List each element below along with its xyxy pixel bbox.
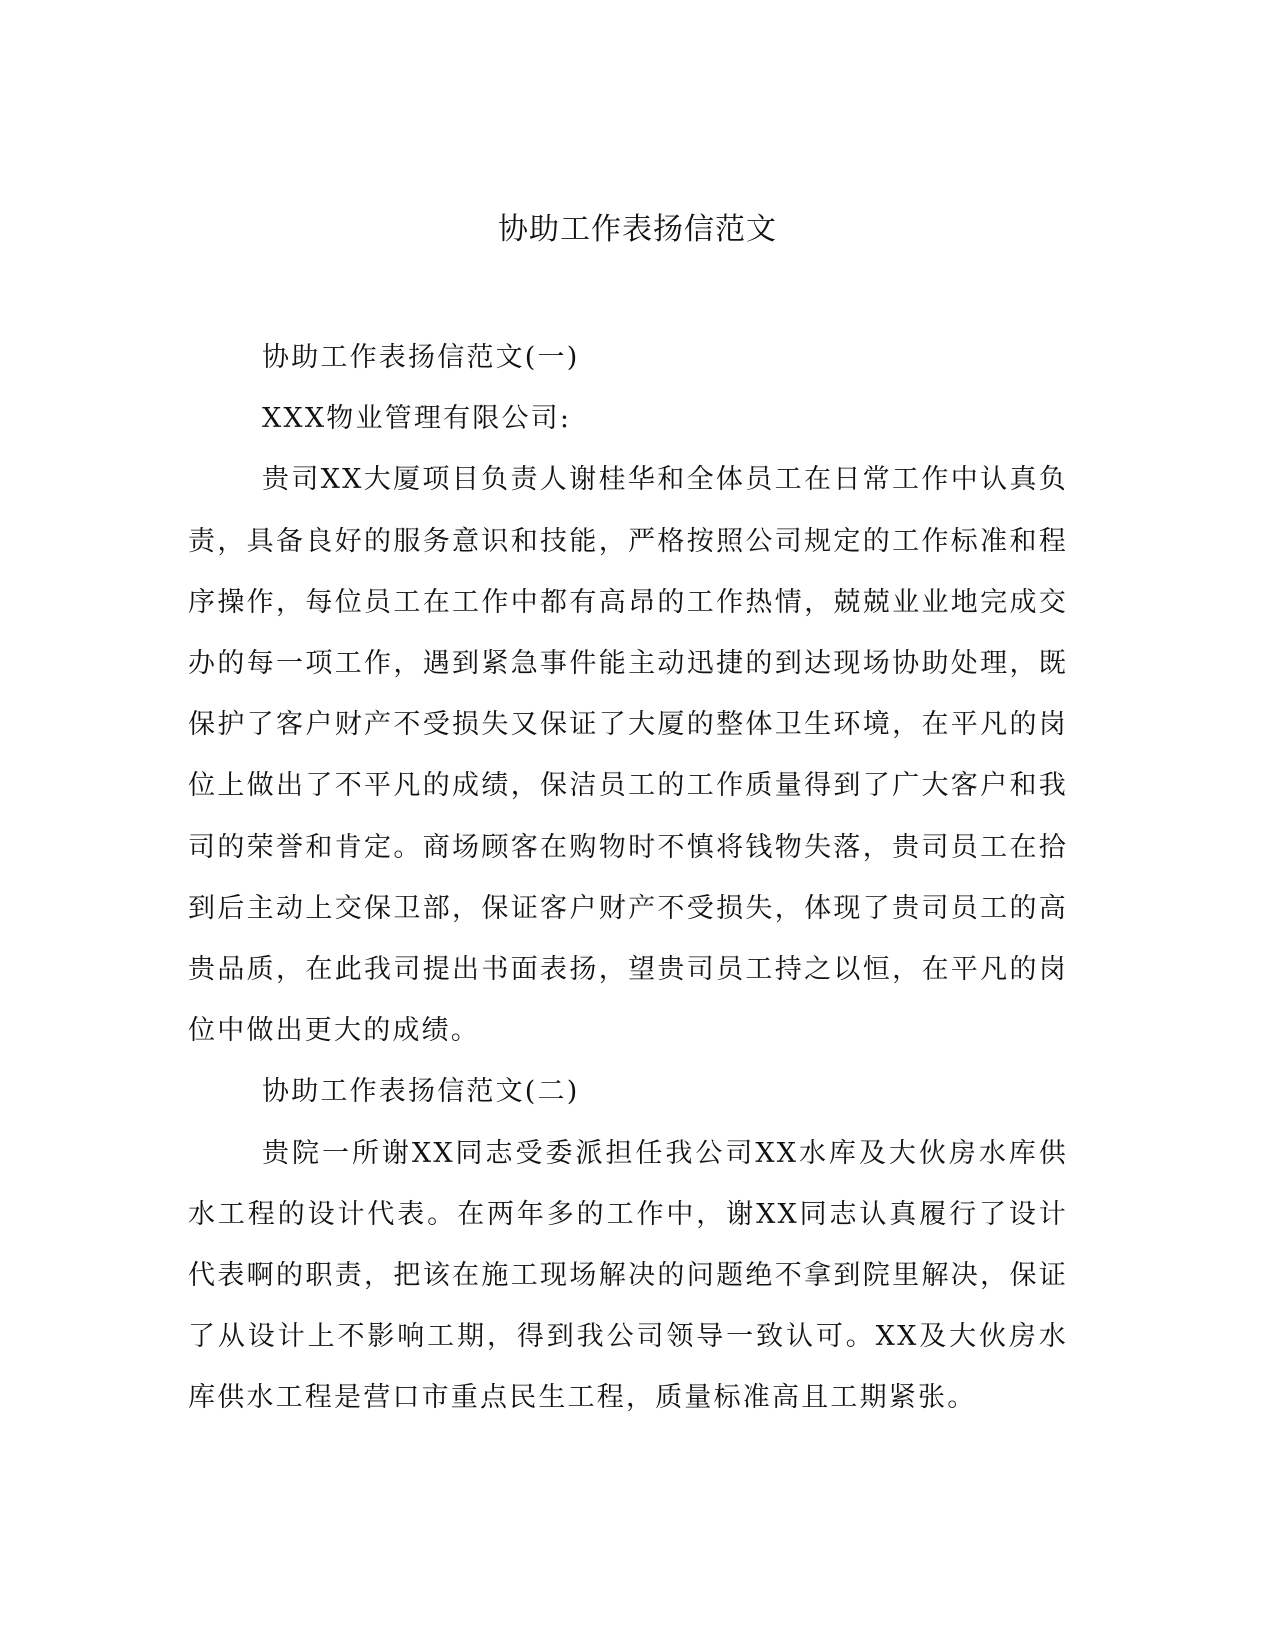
section-heading-2: 协助工作表扬信范文(二) [262, 1076, 580, 1108]
salutation: XXX物业管理有限公司: [262, 403, 572, 435]
document-title: 协助工作表扬信范文 [498, 212, 777, 247]
section-heading-1: 协助工作表扬信范文(一) [262, 342, 580, 373]
body-paragraph-1: 贵司XX大厦项目负责人谢桂华和全体员工在日常工作中认真负责，具备良好的服务意识和技能，严格按照公司规定的工作标准和程序操作，每位员工在工作中都有高昂的工作热情，兢兢业业地完成交办的每一项工作，遇到紧急事件能主动迅捷的到达现场协助处理，既保护了客户财产不受损失又保证了大厦的整体卫生环境，在平凡的岗位上做出了不平凡的成绩，保洁员工的工作质量得到了广大客户和我司的荣誉和肯定。商场顾客在购物时不慎将钱物失落，贵司员工在拾到后主动上交保卫部，保证客户财产不受损失，体现了贵司员工的高贵品质，在此我司提出书面表扬，望贵司员工持之以恒，在平凡的岗位中做出更大的成绩。 [188, 464, 1068, 1047]
document-body [188, 327, 1068, 1429]
body-paragraph-2: 贵院一所谢XX同志受委派担任我公司XX水库及大伙房水库供水工程的设计代表。在两年多的工作中，谢XX同志认真履行了设计代表啊的职责，把该在施工现场解决的问题绝不拿到院里解决，保证了从设计上不影响工期，得到我公司领导一致认可。XX及大伙房水库供水工程是营口市重点民生工程，质量标准高且工期紧张。 [188, 1137, 1068, 1414]
